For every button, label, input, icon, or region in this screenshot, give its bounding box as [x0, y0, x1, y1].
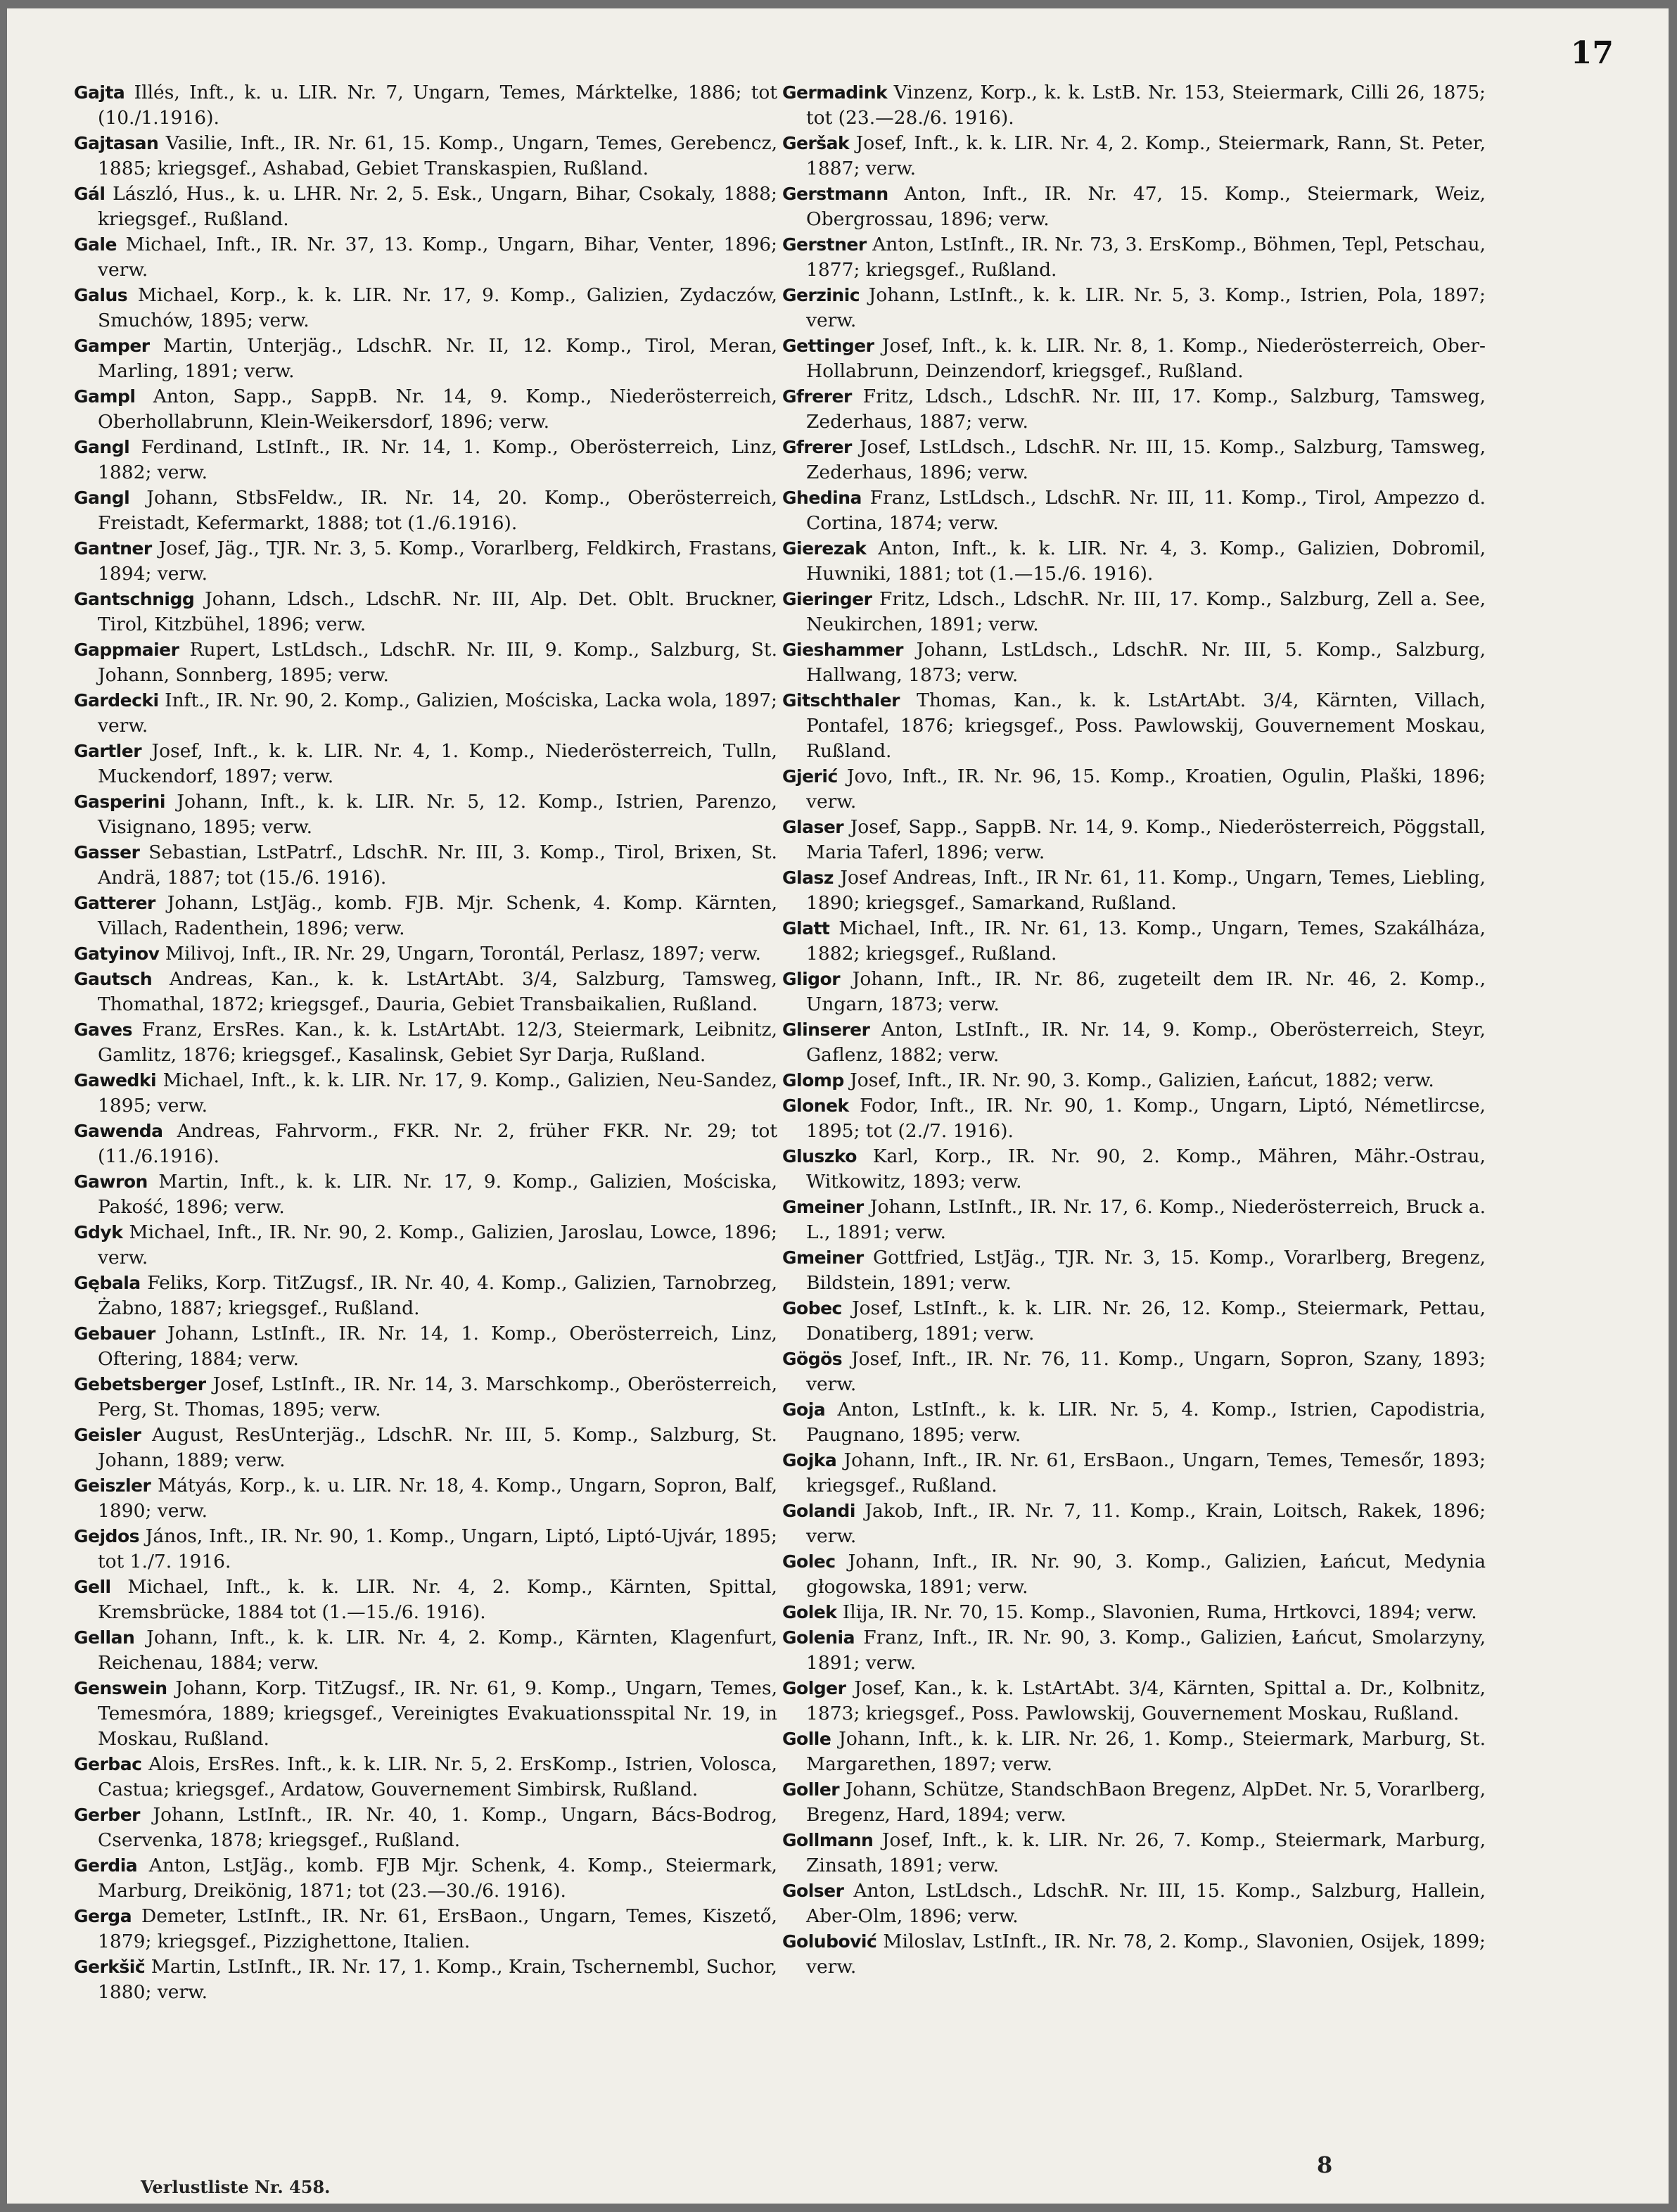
entry-surname: Golle: [782, 1729, 831, 1749]
entry-surname: Gebetsberger: [74, 1374, 206, 1394]
casualty-entry: [782, 283, 1486, 333]
entry-surname: Gampl: [74, 386, 136, 407]
entry-surname: Gamper: [74, 336, 150, 356]
entry-surname: Glonek: [782, 1095, 849, 1116]
entry-details: Michael, Inft., k. k. LIR. Nr. 17, 9. Komp., Galizien, Neu-Sandez, 1895; verw.: [98, 1069, 777, 1117]
entry-surname: Goja: [782, 1399, 826, 1420]
entry-surname: Gfrerer: [782, 386, 852, 407]
entry-details: Josef, Inft., k. k. LIR. Nr. 4, 2. Komp., Steiermark, Rann, St. Peter, 1887; verw.: [806, 132, 1486, 179]
casualty-entry: [782, 536, 1486, 587]
entry-surname: Gaves: [74, 1019, 133, 1040]
entry-details: Josef, Kan., k. k. LstArtAbt. 3/4, Kärnten, Spittal a. Dr., Kolbnitz, 1873; kriegsgef., Poss. Pawlowskij, Gouvernement Moskau, Rußland.: [806, 1677, 1486, 1724]
entry-surname: Gawron: [74, 1171, 148, 1192]
entry-surname: Gitschthaler: [782, 690, 900, 711]
casualty-entry: [74, 1473, 777, 1524]
entry-details: Johann, LstLdsch., LdschR. Nr. III, 5. Komp., Salzburg, Hallwang, 1873; verw.: [806, 639, 1486, 686]
casualty-entry: [74, 1321, 777, 1372]
entry-details: Josef, LstLdsch., LdschR. Nr. III, 15. Komp., Salzburg, Tamsweg, Zederhaus, 1896; verw.: [806, 436, 1486, 483]
casualty-entry: [74, 1676, 777, 1752]
entry-surname: Gfrerer: [782, 437, 852, 457]
entry-details: Johann, Korp. TitZugsf., IR. Nr. 61, 9. Komp., Ungarn, Temes, Temesmóra, 1889; kriegsgef., Vereinigtes Evakuationsspital Nr. 19, in Moskau, Rußland.: [98, 1677, 777, 1750]
entry-details: Michael, Korp., k. k. LIR. Nr. 17, 9. Komp., Galizien, Zydaczów, Smuchów, 1895; verw.: [98, 284, 777, 331]
casualty-entry: [74, 1068, 777, 1119]
entry-details: Martin, LstInft., IR. Nr. 17, 1. Komp., Krain, Tschernembl, Suchor, 1880; verw.: [98, 1956, 777, 2003]
casualty-entry: [782, 1676, 1486, 1727]
entry-details: Josef, Inft., IR. Nr. 76, 11. Komp., Ungarn, Sopron, Szany, 1893; verw.: [806, 1348, 1486, 1395]
casualty-entry: [782, 1600, 1486, 1625]
casualty-entry: [782, 333, 1486, 384]
casualty-entry: [782, 1068, 1486, 1093]
entry-details: Milivoj, Inft., IR. Nr. 29, Ungarn, Torontál, Perlasz, 1897; verw.: [165, 943, 761, 965]
casualty-entry: [782, 764, 1486, 815]
entry-surname: Glatt: [782, 918, 830, 939]
entry-surname: Gögös: [782, 1349, 843, 1369]
entry-surname: Golek: [782, 1602, 837, 1622]
entry-details: Illés, Inft., k. u. LIR. Nr. 7, Ungarn, Temes, Márktelke, 1886; tot (10./1.1916).: [98, 82, 777, 129]
casualty-entry: [782, 688, 1486, 764]
casualty-entry: [782, 1017, 1486, 1068]
entry-surname: Gardecki: [74, 690, 159, 711]
casualty-entry: [782, 435, 1486, 485]
entry-surname: Gatyinov: [74, 943, 160, 964]
casualty-entry: [74, 1169, 777, 1220]
casualty-entry: [782, 1625, 1486, 1676]
entry-details: Johann, Inft., IR. Nr. 86, zugeteilt dem IR. Nr. 46, 2. Komp., Ungarn, 1873; verw.: [806, 968, 1486, 1015]
entry-surname: Gębala: [74, 1273, 141, 1293]
entry-surname: Gell: [74, 1577, 111, 1597]
entry-surname: Golandi: [782, 1501, 855, 1521]
entry-surname: Gmeiner: [782, 1197, 864, 1217]
entry-details: Demeter, LstInft., IR. Nr. 61, ErsBaon., Ungarn, Temes, Kiszető, 1879; kriegsgef., Pizzighettone, Italien.: [98, 1905, 777, 1952]
entry-details: Mátyás, Korp., k. u. LIR. Nr. 18, 4. Komp., Ungarn, Sopron, Balf, 1890; verw.: [98, 1475, 777, 1522]
entry-surname: Genswein: [74, 1678, 167, 1698]
entry-surname: Gejdos: [74, 1526, 139, 1546]
entry-details: Johann, LstInft., k. k. LIR. Nr. 5, 3. Komp., Istrien, Pola, 1897; verw.: [806, 284, 1486, 331]
entry-surname: Golenia: [782, 1627, 855, 1648]
casualty-entry: [74, 941, 777, 967]
entry-details: Anton, LstJäg., komb. FJB Mjr. Schenk, 4. Komp., Steiermark, Marburg, Dreikönig, 1871; tot (23.—30./6. 1916).: [98, 1855, 777, 1902]
casualty-entry: [782, 1144, 1486, 1195]
entry-surname: Gierezak: [782, 538, 867, 559]
entry-surname: Gieshammer: [782, 640, 903, 660]
entry-surname: Gerdia: [74, 1855, 138, 1876]
entry-details: Michael, Inft., IR. Nr. 90, 2. Komp., Galizien, Jaroslau, Lowce, 1896; verw.: [98, 1221, 777, 1269]
casualty-entry: [74, 80, 777, 131]
entry-details: Johann, Schütze, StandschBaon Bregenz, AlpDet. Nr. 5, Vorarlberg, Bregenz, Hard, 1894; verw.: [806, 1779, 1486, 1826]
entry-details: Josef, Inft., k. k. LIR. Nr. 26, 7. Komp., Steiermark, Marburg, Zinsath, 1891; verw.: [806, 1829, 1486, 1876]
casualty-entry: [782, 1549, 1486, 1600]
entry-surname: Gangl: [74, 488, 130, 508]
casualty-entry: [74, 1954, 777, 2005]
entry-details: Johann, LstInft., IR. Nr. 40, 1. Komp., Ungarn, Bács-Bodrog, Cservenka, 1878; kriegsgef., Rußland.: [98, 1804, 777, 1851]
entry-details: Johann, Inft., k. k. LIR. Nr. 5, 12. Komp., Istrien, Parenzo, Visignano, 1895; verw.: [98, 791, 777, 838]
entry-surname: Golser: [782, 1881, 844, 1901]
entry-surname: Goller: [782, 1779, 840, 1800]
casualty-entry: [782, 1397, 1486, 1448]
casualty-entry: [74, 1423, 777, 1473]
entry-details: Josef, Sapp., SappB. Nr. 14, 9. Komp., Niederösterreich, Pöggstall, Maria Taferl, 1896; verw.: [806, 816, 1486, 863]
casualty-entry: [782, 1929, 1486, 1980]
entry-details: Johann, Ldsch., LdschR. Nr. III, Alp. Det. Oblt. Bruckner, Tirol, Kitzbühel, 1896; verw.: [98, 588, 777, 635]
list-label: Verlustliste Nr. 458.: [141, 2177, 331, 2197]
entry-surname: Gieringer: [782, 589, 872, 609]
entry-surname: Gantschnigg: [74, 589, 195, 609]
entry-details: Josef Andreas, Inft., IR Nr. 61, 11. Komp., Ungarn, Temes, Liebling, 1890; kriegsgef., Samarkand, Rußland.: [806, 867, 1486, 914]
entry-details: Anton, LstInft., IR. Nr. 14, 9. Komp., Oberösterreich, Steyr, Gaflenz, 1882; verw.: [806, 1019, 1486, 1066]
casualty-entry: [74, 1524, 777, 1575]
casualty-entry: [782, 384, 1486, 435]
entry-surname: Gappmaier: [74, 640, 179, 660]
entry-surname: Gawenda: [74, 1121, 163, 1141]
entry-surname: Gjerić: [782, 766, 838, 787]
casualty-entry: [74, 1372, 777, 1423]
entry-details: Sebastian, LstPatrf., LdschR. Nr. III, 3. Komp., Tirol, Brixen, St. Andrä, 1887; tot (15./6. 1916).: [98, 841, 777, 889]
casualty-entry: [74, 435, 777, 485]
casualty-entry: [782, 1245, 1486, 1296]
entry-details: Michael, Inft., IR. Nr. 61, 13. Komp., Ungarn, Temes, Szakálháza, 1882; kriegsgef., Rußland.: [806, 917, 1486, 965]
entry-details: Johann, Inft., IR. Nr. 90, 3. Komp., Galizien, Łańcut, Medynia głogowska, 1891; verw.: [806, 1551, 1486, 1598]
entry-surname: Golger: [782, 1678, 846, 1698]
entry-details: Martin, Inft., k. k. LIR. Nr. 17, 9. Komp., Galizien, Mościska, Pakość, 1896; verw.: [98, 1171, 777, 1218]
casualty-entry: [74, 1017, 777, 1068]
entry-surname: Geršak: [782, 133, 850, 153]
entry-details: Franz, Inft., IR. Nr. 90, 3. Komp., Galizien, Łańcut, Smolarzyny, 1891; verw.: [806, 1627, 1486, 1674]
casualty-entry: [782, 967, 1486, 1017]
entry-surname: Glasz: [782, 867, 834, 888]
casualty-entry: [782, 182, 1486, 232]
entry-surname: Gangl: [74, 437, 130, 457]
entry-surname: Gettinger: [782, 336, 874, 356]
entry-surname: Ghedina: [782, 488, 862, 508]
entry-surname: Gajta: [74, 82, 125, 103]
casualty-entry: [74, 536, 777, 587]
entry-surname: Gollmann: [782, 1830, 874, 1850]
entry-details: Fritz, Ldsch., LdschR. Nr. III, 17. Komp., Salzburg, Zell a. See, Neukirchen, 1891; verw.: [806, 588, 1486, 635]
entry-details: Johann, LstJäg., komb. FJB. Mjr. Schenk, 4. Komp. Kärnten, Villach, Radenthein, 1896; verw.: [98, 892, 777, 939]
right-column: [782, 80, 1486, 1980]
casualty-entry: [74, 1271, 777, 1321]
casualty-entry: [782, 916, 1486, 967]
entry-surname: Gatterer: [74, 893, 155, 913]
entry-details: Josef, Inft., IR. Nr. 90, 3. Komp., Galizien, Łańcut, 1882; verw.: [850, 1069, 1434, 1091]
entry-details: Michael, Inft., k. k. LIR. Nr. 4, 2. Komp., Kärnten, Spittal, Kremsbrücke, 1884 tot (1.—15./6. 1916).: [98, 1576, 777, 1623]
entry-details: Miloslav, LstInft., IR. Nr. 78, 2. Komp., Slavonien, Osijek, 1899; verw.: [806, 1931, 1486, 1978]
entry-details: Fritz, Ldsch., LdschR. Nr. III, 17. Komp., Salzburg, Tamsweg, Zederhaus, 1887; verw.: [806, 386, 1486, 433]
entry-surname: Gerbac: [74, 1754, 142, 1774]
casualty-entry: [74, 840, 777, 891]
entry-details: Thomas, Kan., k. k. LstArtAbt. 3/4, Kärnten, Villach, Pontafel, 1876; kriegsgef., Poss. Pawlowskij, Gouvernement Moskau, Rußland.: [806, 689, 1486, 762]
entry-details: Johann, Inft., k. k. LIR. Nr. 26, 1. Komp., Steiermark, Marburg, St. Margarethen, 1897; verw.: [806, 1728, 1486, 1775]
entry-details: Anton, Sapp., SappB. Nr. 14, 9. Komp., Niederösterreich, Oberhollabrunn, Klein-Weikersdorf, 1896; verw.: [98, 386, 777, 433]
entry-surname: Gerkšič: [74, 1957, 146, 1977]
entry-surname: Glomp: [782, 1070, 844, 1091]
casualty-entry: [74, 1575, 777, 1625]
casualty-entry: [74, 1904, 777, 1954]
casualty-entry: [74, 1119, 777, 1169]
casualty-entry: [782, 1195, 1486, 1245]
entry-surname: Golubović: [782, 1931, 877, 1952]
entry-surname: Gmeiner: [782, 1247, 864, 1268]
entry-details: Andreas, Fahrvorm., FKR. Nr. 2, früher FKR. Nr. 29; tot (11./6.1916).: [98, 1120, 777, 1167]
entry-surname: Geiszler: [74, 1475, 151, 1496]
casualty-entry: [74, 333, 777, 384]
entry-surname: Gantner: [74, 538, 152, 559]
entry-details: Josef, Inft., k. k. LIR. Nr. 4, 1. Komp., Niederösterreich, Tulln, Muckendorf, 1897; verw.: [98, 740, 777, 787]
casualty-entry: [782, 131, 1486, 182]
entry-surname: Gasser: [74, 842, 140, 863]
entry-surname: Gerstner: [782, 234, 867, 255]
casualty-entry: [782, 1347, 1486, 1397]
entry-details: Anton, LstInft., IR. Nr. 73, 3. ErsKomp., Böhmen, Tepl, Petschau, 1877; kriegsgef., Rußland.: [806, 234, 1486, 281]
entry-surname: Gartler: [74, 741, 142, 761]
entry-details: Johann, LstInft., IR. Nr. 14, 1. Komp., Oberösterreich, Linz, Oftering, 1884; verw.: [98, 1323, 777, 1370]
entry-details: Josef, Inft., k. k. LIR. Nr. 8, 1. Komp., Niederösterreich, Ober-Hollabrunn, Deinzendorf, kriegsgef., Rußland.: [806, 335, 1486, 382]
casualty-entry: [74, 283, 777, 333]
entry-surname: Gautsch: [74, 969, 153, 989]
casualty-entry: [74, 1625, 777, 1676]
casualty-entry: [782, 1777, 1486, 1828]
casualty-entry: [782, 1879, 1486, 1929]
casualty-entry: [782, 815, 1486, 865]
entry-details: Anton, LstLdsch., LdschR. Nr. III, 15. Komp., Salzburg, Hallein, Aber-Olm, 1896; verw.: [806, 1880, 1486, 1927]
entry-details: Ilija, IR. Nr. 70, 15. Komp., Slavonien, Ruma, Hrtkovci, 1894; verw.: [842, 1601, 1477, 1623]
entry-surname: Galus: [74, 285, 128, 305]
entry-details: Jakob, Inft., IR. Nr. 7, 11. Komp., Krain, Loitsch, Rakek, 1896; verw.: [806, 1500, 1486, 1547]
entry-details: Inft., IR. Nr. 90, 2. Komp., Galizien, Mościska, Lacka wola, 1897; verw.: [98, 689, 777, 737]
casualty-entry: [782, 1727, 1486, 1777]
entry-surname: Golec: [782, 1551, 836, 1572]
entry-details: Ferdinand, LstInft., IR. Nr. 14, 1. Komp., Oberösterreich, Linz, 1882; verw.: [98, 436, 777, 483]
entry-surname: Gerber: [74, 1805, 140, 1825]
entry-details: Johann, Inft., IR. Nr. 61, ErsBaon., Ungarn, Temes, Temesőr, 1893; kriegsgef., Rußland.: [806, 1449, 1486, 1496]
casualty-entry: [74, 891, 777, 941]
entry-details: Fodor, Inft., IR. Nr. 90, 1. Komp., Ungarn, Liptó, Németlircse, 1895; tot (2./7. 1916).: [806, 1095, 1486, 1142]
casualty-entry: [74, 131, 777, 182]
entry-surname: Gluszko: [782, 1146, 857, 1167]
entry-details: Vasilie, Inft., IR. Nr. 61, 15. Komp., Ungarn, Temes, Gerebencz, 1885; kriegsgef., Ashabad, Gebiet Transkaspien, Rußland.: [98, 132, 777, 179]
entry-surname: Gerzinic: [782, 285, 860, 305]
entry-details: Rupert, LstLdsch., LdschR. Nr. III, 9. Komp., Salzburg, St. Johann, Sonnberg, 1895; verw.: [98, 639, 777, 686]
casualty-entry: [782, 587, 1486, 637]
entry-surname: Gajtasan: [74, 133, 159, 153]
casualty-entry: [74, 739, 777, 789]
casualty-entry: [74, 789, 777, 840]
casualty-entry: [782, 637, 1486, 688]
entry-surname: Gerga: [74, 1906, 132, 1926]
casualty-entry: [782, 1828, 1486, 1879]
entry-surname: Gasperini: [74, 792, 165, 812]
entry-surname: Gobec: [782, 1298, 842, 1318]
casualty-entry: [74, 1803, 777, 1853]
entry-surname: Glaser: [782, 817, 844, 837]
entry-surname: Gál: [74, 184, 106, 204]
entry-details: Alois, ErsRes. Inft., k. k. LIR. Nr. 5, 2. ErsKomp., Istrien, Volosca, Castua; kriegsgef., Ardatow, Gouvernement Simbirsk, Rußland.: [98, 1753, 777, 1800]
entry-details: Karl, Korp., IR. Nr. 90, 2. Komp., Mähren, Mähr.-Ostrau, Witkowitz, 1893; verw.: [806, 1145, 1486, 1193]
casualty-entry: [782, 232, 1486, 283]
casualty-entry: [782, 1296, 1486, 1347]
casualty-entry: [74, 485, 777, 536]
entry-details: Michael, Inft., IR. Nr. 37, 13. Komp., Ungarn, Bihar, Venter, 1896; verw.: [98, 234, 777, 281]
entry-surname: Gligor: [782, 969, 841, 989]
casualty-entry: [74, 637, 777, 688]
entry-details: Gottfried, LstJäg., TJR. Nr. 3, 15. Komp., Vorarlberg, Bregenz, Bildstein, 1891; verw.: [806, 1247, 1486, 1294]
entry-details: Anton, LstInft., k. k. LIR. Nr. 5, 4. Komp., Istrien, Capodistria, Paugnano, 1895; verw.: [806, 1399, 1486, 1446]
entry-surname: Glinserer: [782, 1019, 870, 1040]
casualty-entry: [782, 80, 1486, 131]
entry-details: János, Inft., IR. Nr. 90, 1. Komp., Ungarn, Liptó, Liptó-Ujvár, 1895; tot 1./7. 1916.: [98, 1525, 777, 1572]
entry-details: Franz, LstLdsch., LdschR. Nr. III, 11. Komp., Tirol, Ampezzo d. Cortina, 1874; verw.: [806, 487, 1486, 534]
casualty-entry: [782, 1448, 1486, 1499]
casualty-entry: [74, 967, 777, 1017]
entry-surname: Geisler: [74, 1425, 141, 1445]
entry-details: August, ResUnterjäg., LdschR. Nr. III, 5. Komp., Salzburg, St. Johann, 1889; verw.: [98, 1424, 777, 1471]
entry-surname: Germadink: [782, 82, 888, 103]
casualty-entry: [74, 1853, 777, 1904]
casualty-entry: [74, 182, 777, 232]
entry-surname: Gellan: [74, 1627, 135, 1648]
entry-details: Jovo, Inft., IR. Nr. 96, 15. Komp., Kroatien, Ogulin, Plaški, 1896; verw.: [806, 765, 1486, 813]
entry-details: Johann, Inft., k. k. LIR. Nr. 4, 2. Komp., Kärnten, Klagenfurt, Reichenau, 1884; verw.: [98, 1627, 777, 1674]
entry-details: Josef, LstInft., k. k. LIR. Nr. 26, 12. Komp., Steiermark, Pettau, Donatiberg, 1891; verw.: [806, 1297, 1486, 1345]
entry-details: Franz, ErsRes. Kan., k. k. LstArtAbt. 12/3, Steiermark, Leibnitz, Gamlitz, 1876; kriegsgef., Kasalinsk, Gebiet Syr Darja, Rußland.: [98, 1019, 777, 1066]
left-column: [74, 80, 777, 2005]
casualty-entry: [74, 1752, 777, 1803]
entry-details: Johann, LstInft., IR. Nr. 17, 6. Komp., Niederösterreich, Bruck a. L., 1891; verw.: [806, 1196, 1486, 1243]
casualty-entry: [74, 384, 777, 435]
document-page: [7, 8, 1669, 2204]
page-number: 17: [1570, 35, 1614, 71]
entry-details: Andreas, Kan., k. k. LstArtAbt. 3/4, Salzburg, Tamsweg, Thomathal, 1872; kriegsgef., Dauria, Gebiet Transbaikalien, Rußland.: [98, 968, 777, 1015]
casualty-entry: [74, 232, 777, 283]
entry-surname: Gale: [74, 234, 117, 255]
entry-details: Vinzenz, Korp., k. k. LstB. Nr. 153, Steiermark, Cilli 26, 1875; tot (23.—28./6. 1916).: [806, 82, 1486, 129]
entry-details: Josef, LstInft., IR. Nr. 14, 3. Marschkomp., Oberösterreich, Perg, St. Thomas, 1895; verw.: [98, 1373, 777, 1420]
entry-surname: Gojka: [782, 1450, 837, 1470]
entry-surname: Gebauer: [74, 1323, 155, 1344]
entry-details: Anton, Inft., k. k. LIR. Nr. 4, 3. Komp., Galizien, Dobromil, Huwniki, 1881; tot (1.—15./6. 1916).: [806, 538, 1486, 585]
signature-mark: 8: [1317, 2151, 1333, 2178]
entry-details: Feliks, Korp. TitZugsf., IR. Nr. 40, 4. Komp., Galizien, Tarnobrzeg, Żabno, 1887; kriegsgef., Rußland.: [98, 1272, 777, 1319]
casualty-entry: [782, 1499, 1486, 1549]
casualty-entry: [782, 865, 1486, 916]
casualty-entry: [74, 688, 777, 739]
entry-details: Josef, Jäg., TJR. Nr. 3, 5. Komp., Vorarlberg, Feldkirch, Frastans, 1894; verw.: [98, 538, 777, 585]
casualty-entry: [782, 1093, 1486, 1144]
entry-details: Johann, StbsFeldw., IR. Nr. 14, 20. Komp., Oberösterreich, Freistadt, Kefermarkt, 1888; tot (1./6.1916).: [98, 487, 777, 534]
entry-surname: Gerstmann: [782, 184, 888, 204]
casualty-entry: [782, 485, 1486, 536]
entry-details: László, Hus., k. u. LHR. Nr. 2, 5. Esk., Ungarn, Bihar, Csokaly, 1888; kriegsgef., Rußland.: [98, 183, 777, 230]
casualty-entry: [74, 587, 777, 637]
entry-details: Anton, Inft., IR. Nr. 47, 15. Komp., Steiermark, Weiz, Obergrossau, 1896; verw.: [806, 183, 1486, 230]
entry-details: Martin, Unterjäg., LdschR. Nr. II, 12. Komp., Tirol, Meran, Marling, 1891; verw.: [98, 335, 777, 382]
entry-surname: Gdyk: [74, 1222, 123, 1242]
casualty-entry: [74, 1220, 777, 1271]
entry-surname: Gawedki: [74, 1070, 157, 1091]
